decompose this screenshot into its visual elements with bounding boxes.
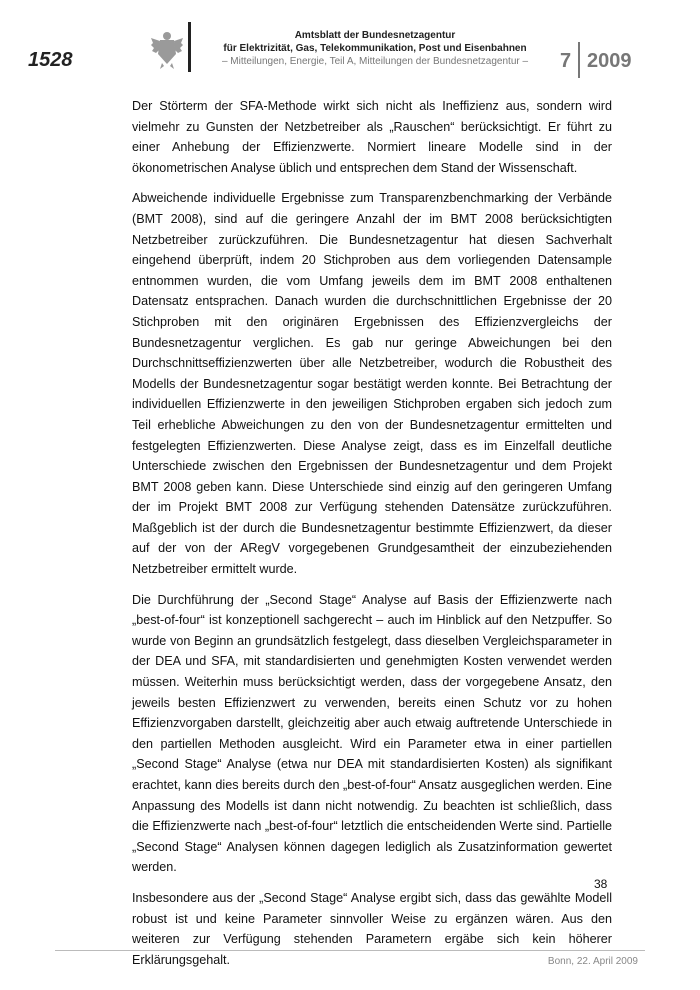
- document-body: [132, 96, 612, 980]
- decision-page-number: 38: [594, 877, 608, 891]
- gazette-title-line1: Amtsblatt der Bundesnetzagentur: [294, 30, 456, 41]
- page-number: 1528: [28, 49, 73, 71]
- footer-date: Bonn, 22. April 2009: [547, 956, 638, 967]
- issue-year: 2009: [587, 50, 632, 72]
- federal-eagle-icon: [150, 30, 184, 70]
- footer-divider: [55, 950, 645, 951]
- paragraph: Insbesondere aus der „Second Stage“ Analyse ergibt sich, dass das gewählte Modell robust ist und keine Parameter sinnvoller Weise zu ergänzen wären. Aus den weiteren zur Verfügung stehenden Parametern ergäbe sich kein höherer Erklärungsgehalt.: [132, 890, 612, 967]
- header-divider: [188, 22, 191, 72]
- issue-number: 7: [560, 50, 572, 72]
- issue-divider: [578, 42, 580, 78]
- gazette-title-line2: für Elektrizität, Gas, Telekommunikation, Post und Eisenbahnen: [223, 43, 527, 54]
- gazette-subtitle: – Mitteilungen, Energie, Teil A, Mitteilungen der Bundesnetzagentur –: [221, 56, 529, 67]
- paragraph: Die Durchführung der „Second Stage“ Analyse auf Basis der Effizienzwerte nach „best-of-four“ ist konzeptionell sachgerecht – auch im Hinblick auf den Netzpuffer. So wurde von Beginn an grundsätzlich festgelegt, dass dieselben Vergleichsparameter in der DEA und SFA, mit standardisierten und genehmigten Kosten verwendet werden müssen. Weiterhin muss berücksichtigt werden, dass der vorgegebene Ansatz, den jeweils besten Effizienzwert zu verwenden, bereits einen Schutz vor zu hohen Effizienzvorgaben darstellt, gleichzeitig aber auch etwaig auftretende Unterschiede in den partiellen Methoden ausgleicht. Wird ein Parameter etwa in einer partiellen „Second Stage“ Analyse (etwa nur DEA mit standardisierten Kosten) als signifikant erachtet, kann dies bereits durch den „best-of-four“ Ansatz ausgeglichen werden. Eine Anpassung des Modells ist dann nicht notwendig. Zu beachten ist schließlich, dass die Effizienzwerte nach „best-of-four“ letztlich die entscheidenden Werte sind. Partielle „Second Stage“ Analysen können dagegen lediglich als Zusatzinformation gewertet werden.: [132, 592, 612, 875]
- paragraph: Der Störterm der SFA-Methode wirkt sich nicht als Ineffizienz aus, sondern wird vielmehr zu Gunsten der Netzbetreiber als „Rauschen“ berücksichtigt. Er führt zu einer Anhebung der Effizienzwerte. Normiert lineare Modelle sind in der ökonometrischen Analyse üblich und entsprechen dem Stand der Wissenschaft.: [132, 99, 612, 175]
- gazette-title: [200, 29, 550, 55]
- paragraph: Abweichende individuelle Ergebnisse zum Transparenzbenchmarking der Verbände (BMT 2008), sind auf die geringere Anzahl der im BMT 2008 berücksichtigten Netzbetreiber zurückzuführen. Die Bundesnetzagentur hat diesen Sachverhalt eingehend überprüft, indem 20 Stichproben aus dem vorliegenden Datensample entnommen wurden, die vom Umfang jeweils dem im BMT 2008 enthaltenen Datensatz entsprachen. Danach wurden die durchschnittlichen Ergebnisse der 20 Stichproben mit den originären Ergebnissen des Effizienzvergleichs der Bundesnetzagentur verglichen. Es gab nur geringe Abweichungen bei den Durchschnittseffizienzwerten über alle Netzbetreiber, wodurch die Robustheit des Modells der Bundesnetzagentur sogar bestätigt werden konnte. Bei Betrachtung der individuellen Effizienzwerte in den jeweiligen Stichproben ergaben sich jedoch zum Teil erhebliche Abweichungen zu den von der Bundesnetzagentur ermittelten und festgelegten Effizienzwerten. Diese Analyse zeigt, dass es im Einzelfall deutliche Unterschiede zwischen den Ergebnissen der Bundesnetzagentur und dem Projekt BMT 2008 geben kann. Diese Unterschiede sind einzig auf den geringeren Umfang der im Projekt BMT 2008 zur Verfügung stehenden Datensätze zurückzuführen. Maßgeblich ist der durch die Bundesnetzagentur bestimmte Effizienzwert, da dieser auf der von der ARegV vorgegebenen Grundgesamtheit der einzubeziehenden Netzbetreiber ermittelt wurde.: [132, 191, 612, 577]
